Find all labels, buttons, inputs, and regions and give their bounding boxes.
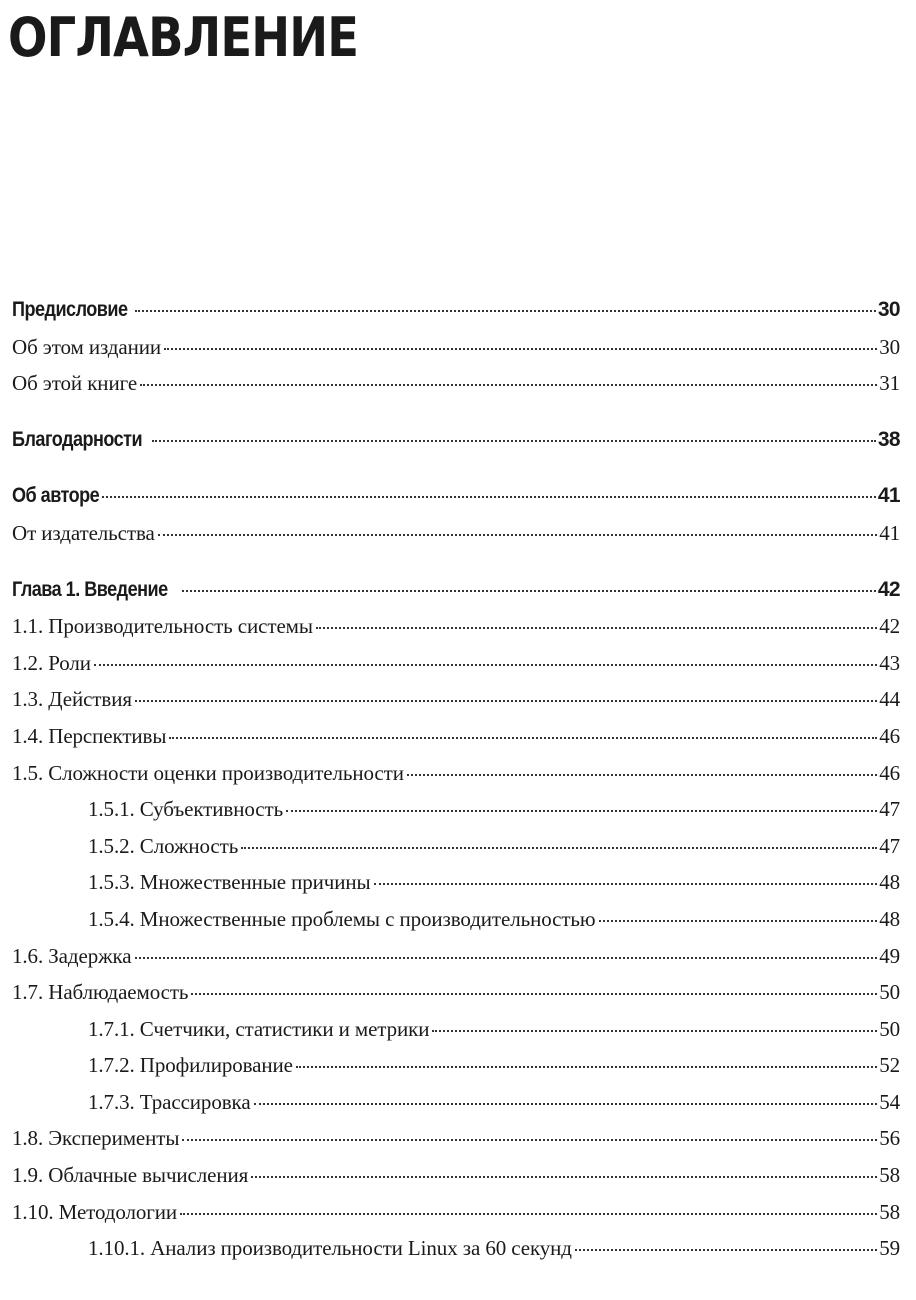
- toc-entry-1-3[interactable]: [12, 681, 900, 718]
- dot-leader: [135, 957, 878, 959]
- toc-entry-title: 1.4. Перспективы: [12, 723, 167, 748]
- toc-entry-title: 1.5.1. Субъективность: [88, 797, 284, 822]
- toc-entry-title: Предисловие: [12, 298, 128, 321]
- toc-entry-1-7-1[interactable]: [12, 1011, 900, 1048]
- toc-entry-1-5[interactable]: [12, 755, 900, 792]
- toc-entry-title: 1.5.2. Сложность: [88, 833, 239, 858]
- toc-entry-1-7-3[interactable]: [12, 1084, 900, 1121]
- toc-entry-page: 54: [879, 1089, 900, 1114]
- toc-entry-title: От издательства: [12, 520, 155, 545]
- dot-leader: [158, 534, 877, 536]
- toc-entry-title: 1.5.4. Множественные проблемы с производительностью: [88, 906, 596, 931]
- toc-entry-page: 31: [879, 371, 900, 396]
- toc-entry-1-7-2[interactable]: [12, 1047, 900, 1084]
- toc-entry-1-2[interactable]: [12, 645, 900, 682]
- toc-entry-page: 41: [879, 520, 900, 545]
- toc-entry-chapter-1[interactable]: [12, 572, 900, 609]
- toc-entry-title: Благодарности: [12, 427, 143, 451]
- toc-entry-page: 38: [877, 427, 900, 451]
- toc-entry-page: 48: [879, 906, 900, 931]
- dot-leader: [251, 1176, 877, 1178]
- toc-entry-page: 59: [879, 1236, 900, 1261]
- toc-entry-page: 46: [879, 760, 900, 785]
- dot-leader: [182, 1139, 877, 1141]
- dot-leader: [152, 440, 876, 442]
- toc-entry-page: 47: [879, 797, 900, 822]
- toc-entry-page: 42: [877, 577, 900, 601]
- dot-leader: [182, 590, 876, 592]
- dot-leader: [599, 920, 878, 922]
- dot-leader: [286, 810, 877, 812]
- dot-leader: [407, 774, 877, 776]
- toc-entry-about-book[interactable]: [12, 365, 900, 402]
- toc-entry-1-1[interactable]: [12, 608, 900, 645]
- toc-entry-page: 48: [879, 870, 900, 895]
- dot-leader: [254, 1103, 878, 1105]
- toc-entry-page: 30: [879, 334, 900, 359]
- toc-entry-title: Глава 1. Введение: [12, 577, 168, 601]
- dot-leader: [316, 627, 877, 629]
- dot-leader: [140, 384, 877, 386]
- toc-entry-1-6[interactable]: [12, 938, 900, 975]
- toc-entry-1-7[interactable]: [12, 974, 900, 1011]
- toc-entry-title: 1.9. Облачные вычисления: [12, 1163, 249, 1188]
- toc-entry-title: Об этом издании: [12, 334, 162, 359]
- toc-entry-page: 46: [879, 723, 900, 748]
- toc-entry-page: 44: [879, 687, 900, 712]
- toc-entry-page: 56: [879, 1126, 900, 1151]
- toc-entry-1-10[interactable]: [12, 1194, 900, 1231]
- toc-entry-about-author[interactable]: [12, 478, 900, 515]
- dot-leader: [164, 348, 877, 350]
- dot-leader: [575, 1249, 877, 1251]
- toc-entry-title: 1.7.3. Трассировка: [88, 1089, 251, 1114]
- toc-entry-title: 1.5.3. Множественные причины: [88, 870, 371, 895]
- dot-leader: [241, 847, 877, 849]
- toc-entry-1-9[interactable]: [12, 1157, 900, 1194]
- dot-leader: [94, 664, 877, 666]
- toc-entry-title: 1.2. Роли: [12, 650, 91, 675]
- toc-entry-1-5-2[interactable]: [12, 828, 900, 865]
- toc-entry-page: 47: [879, 833, 900, 858]
- toc-entry-page: 43: [879, 650, 900, 675]
- table-of-contents: [12, 292, 900, 1267]
- toc-entry-title: 1.10.1. Анализ производительности Linux за 60 секунд: [88, 1236, 572, 1261]
- toc-entry-1-5-3[interactable]: [12, 864, 900, 901]
- toc-entry-1-5-4[interactable]: [12, 901, 900, 938]
- toc-entry-title: 1.7.2. Профилирование: [88, 1053, 293, 1078]
- dot-leader: [169, 737, 877, 739]
- toc-entry-1-8[interactable]: [12, 1120, 900, 1157]
- toc-entry-title: 1.7. Наблюдаемость: [12, 980, 189, 1005]
- toc-entry-acknowledgements[interactable]: [12, 422, 900, 459]
- toc-entry-title: 1.5. Сложности оценки производительности: [12, 760, 404, 785]
- toc-entry-title: 1.8. Эксперименты: [12, 1126, 180, 1151]
- toc-entry-1-4[interactable]: [12, 718, 900, 755]
- toc-entry-title: 1.7.1. Счетчики, статистики и метрики: [88, 1016, 430, 1041]
- toc-entry-page: 30: [877, 298, 900, 321]
- page-title: ОГЛАВЛЕНИЕ: [8, 6, 359, 69]
- toc-entry-1-5-1[interactable]: [12, 791, 900, 828]
- toc-entry-title: 1.1. Производительность системы: [12, 614, 313, 639]
- toc-entry-from-publisher[interactable]: [12, 515, 900, 552]
- dot-leader: [180, 1213, 877, 1215]
- toc-entry-page: 52: [879, 1053, 900, 1078]
- dot-leader: [432, 1030, 877, 1032]
- dot-leader: [135, 700, 877, 702]
- toc-entry-page: 49: [879, 943, 900, 968]
- toc-entry-title: 1.6. Задержка: [12, 943, 132, 968]
- dot-leader: [102, 496, 875, 498]
- toc-entry-page: 58: [879, 1163, 900, 1188]
- toc-entry-title: 1.10. Методологии: [12, 1199, 178, 1224]
- toc-entry-title: 1.3. Действия: [12, 687, 132, 712]
- toc-entry-page: 58: [879, 1199, 900, 1224]
- toc-entry-title: Об авторе: [12, 484, 100, 508]
- dot-leader: [296, 1066, 877, 1068]
- toc-entry-about-edition[interactable]: [12, 329, 900, 366]
- toc-entry-page: 42: [879, 614, 900, 639]
- toc-entry-page: 50: [879, 1016, 900, 1041]
- dot-leader: [374, 883, 878, 885]
- dot-leader: [191, 993, 877, 995]
- toc-entry-page: 50: [879, 980, 900, 1005]
- dot-leader: [135, 310, 876, 312]
- toc-entry-preface[interactable]: [12, 292, 900, 329]
- toc-entry-1-10-1[interactable]: [12, 1230, 900, 1267]
- toc-entry-title: Об этой книге: [12, 371, 138, 396]
- toc-entry-page: 41: [877, 484, 900, 508]
